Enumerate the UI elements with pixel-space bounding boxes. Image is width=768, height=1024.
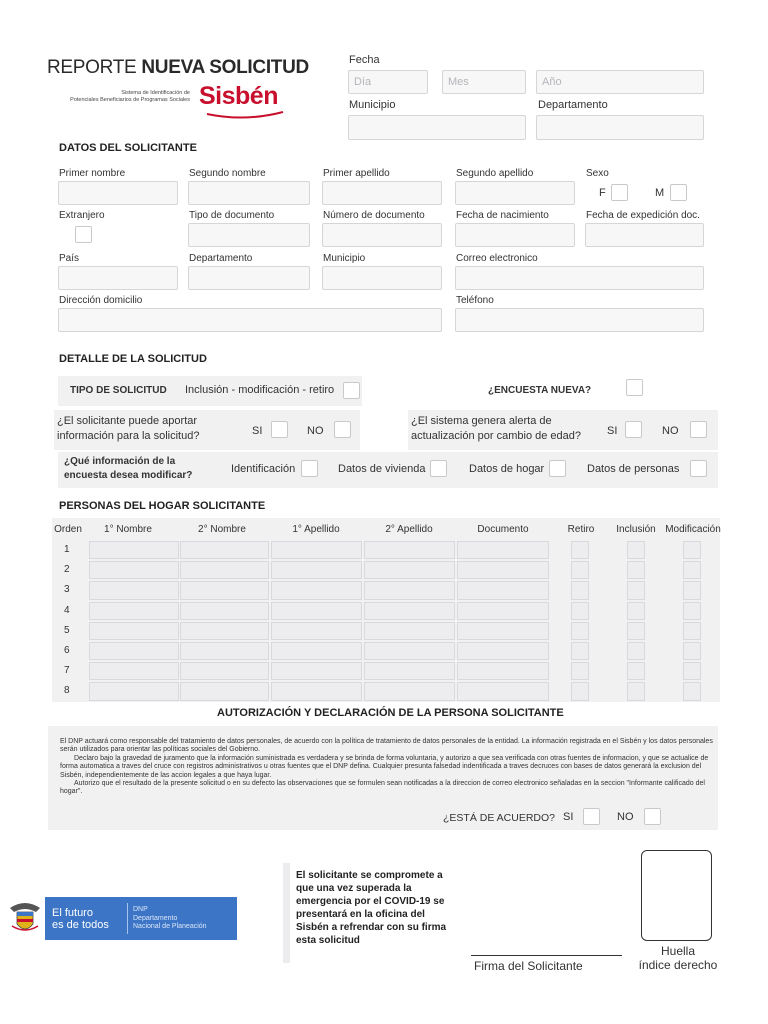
modificar-question [64, 455, 192, 483]
table-cell[interactable] [457, 561, 549, 579]
table-cell[interactable] [271, 602, 362, 620]
lema-text [52, 907, 109, 931]
column-header: Documento [477, 524, 529, 535]
table-cell[interactable] [364, 561, 455, 579]
form-title [47, 57, 309, 79]
encuesta-nueva-label: ¿ENCUESTA NUEVA? [488, 385, 592, 396]
table-cell[interactable] [364, 642, 455, 660]
table-cell[interactable] [364, 682, 455, 700]
opt-personas-checkbox[interactable] [690, 460, 707, 477]
mes-placeholder: Mes [448, 76, 469, 88]
dnp-text [133, 906, 207, 932]
departamento-header-field[interactable] [536, 115, 704, 140]
table-checkbox[interactable] [627, 682, 645, 700]
alerta-si-label: SI [607, 425, 618, 437]
sisben-logo-subtitle [40, 90, 190, 104]
sexo-m-checkbox[interactable] [670, 184, 687, 201]
dnp-line1: DNP [133, 906, 148, 913]
sexo-f-checkbox[interactable] [611, 184, 628, 201]
segundo-apellido-field[interactable] [455, 181, 575, 205]
ano-placeholder: Año [542, 76, 562, 88]
table-cell[interactable] [457, 581, 549, 599]
aportar-si-checkbox[interactable] [271, 421, 288, 438]
firma-label: Firma del Solicitante [474, 959, 583, 973]
row-number: 8 [64, 685, 70, 697]
extranjero-checkbox[interactable] [75, 226, 92, 243]
segundo-nombre-field[interactable] [188, 181, 310, 205]
sisben-subtitle-line1: Sistema de Identificación de [121, 90, 190, 96]
table-cell[interactable] [457, 662, 549, 680]
table-checkbox[interactable] [571, 581, 589, 599]
municipio-field[interactable] [322, 266, 442, 290]
municipio-label: Municipio [323, 253, 366, 264]
table-cell[interactable] [180, 682, 269, 700]
segundo-nombre-label: Segundo nombre [189, 168, 266, 179]
table-checkbox[interactable] [571, 561, 589, 579]
primer-nombre-field[interactable] [58, 181, 178, 205]
table-checkbox[interactable] [571, 642, 589, 660]
lema-line2: es de todos [52, 919, 109, 931]
departamento-label: Departamento [189, 253, 253, 264]
row-number: 3 [64, 584, 70, 596]
autorizacion-p2: Declaro bajo la gravedad de juramento que la información suministrada es verdadera y se brinda de forma voluntaria, y autorizo a que sea verificada con otras fuentes de informacion, y que se actualice de forma automatica a traves del cruce con registros administrativos u otras fuentes que el DNP defina. Cualquier presunta falsedad indentificada a traves decruces con bases de datos generará la exclusion del Sisbén, independientemente de las accion legales a que haya lugar. [60, 754, 709, 779]
form-title-bold: NUEVA SOLICITUD [141, 57, 309, 78]
table-cell[interactable] [89, 622, 179, 640]
numero-documento-field[interactable] [322, 223, 442, 247]
table-cell[interactable] [89, 581, 179, 599]
opt-vivienda-checkbox[interactable] [430, 460, 447, 477]
table-cell[interactable] [180, 662, 269, 680]
compromiso-marker [283, 863, 290, 963]
table-checkbox[interactable] [683, 682, 701, 700]
column-header: 2° Apellido [385, 524, 433, 535]
alerta-si-checkbox[interactable] [625, 421, 642, 438]
table-cell[interactable] [180, 622, 269, 640]
table-checkbox[interactable] [683, 541, 701, 559]
table-cell[interactable] [457, 541, 549, 559]
table-cell[interactable] [271, 642, 362, 660]
table-cell[interactable] [364, 622, 455, 640]
segundo-apellido-label: Segundo apellido [456, 168, 534, 179]
table-cell[interactable] [364, 602, 455, 620]
table-cell[interactable] [364, 541, 455, 559]
sisben-logo: Sisbén [199, 82, 278, 110]
detalle-solicitud-title: DETALLE DE LA SOLICITUD [59, 353, 207, 365]
table-checkbox[interactable] [627, 561, 645, 579]
autorizacion-text [60, 738, 714, 797]
table-cell[interactable] [180, 602, 269, 620]
alerta-question-line2: actualización por cambio de edad? [411, 430, 582, 442]
table-cell[interactable] [457, 622, 549, 640]
autorizacion-p1: El DNP actuará como responsable del tratamiento de datos personales, de acuerdo con la política de tratamiento de datos personales de la entidad. La información registrada en el Sisbén y los datos personales serán utilizados para orientar las políticas sociales del Gobierno. [60, 738, 713, 754]
fecha-expedicion-label: Fecha de expedición doc. [586, 210, 700, 221]
huella-box[interactable] [641, 850, 712, 941]
table-checkbox[interactable] [683, 662, 701, 680]
table-cell[interactable] [89, 541, 179, 559]
aportar-question [57, 414, 199, 444]
huella-line2: índice derecho [638, 958, 718, 972]
aportar-question-line2: información para la solicitud? [57, 430, 200, 442]
column-header: 1° Apellido [292, 524, 340, 535]
dnp-banner [45, 897, 237, 940]
aportar-si-label: SI [252, 425, 263, 437]
opt-personas-label: Datos de personas [587, 463, 680, 475]
table-checkbox[interactable] [627, 662, 645, 680]
tipo-solicitud-checkbox[interactable] [343, 382, 360, 399]
modificar-question-line2: encuesta desea modificar? [64, 470, 193, 481]
fecha-nacimiento-label: Fecha de nacimiento [456, 210, 549, 221]
opt-identificacion-label: Identificación [231, 463, 296, 475]
pais-label: País [59, 253, 80, 264]
table-checkbox[interactable] [683, 622, 701, 640]
municipio-header-field[interactable] [348, 115, 526, 140]
table-checkbox[interactable] [571, 662, 589, 680]
table-cell[interactable] [271, 662, 362, 680]
correo-field[interactable] [455, 266, 704, 290]
numero-documento-label: Número de documento [323, 210, 425, 221]
table-cell[interactable] [89, 561, 179, 579]
row-number: 4 [64, 604, 70, 616]
sexo-f-label: F [599, 187, 606, 199]
sexo-m-label: M [655, 187, 665, 199]
table-cell[interactable] [271, 541, 362, 559]
column-header: Inclusión [616, 524, 656, 535]
opt-hogar-label: Datos de hogar [469, 463, 545, 475]
table-checkbox[interactable] [683, 581, 701, 599]
alerta-no-checkbox[interactable] [690, 421, 707, 438]
acuerdo-si-checkbox[interactable] [583, 808, 600, 825]
row-number: 1 [64, 544, 70, 555]
acuerdo-si-label: SI [563, 811, 574, 823]
row-number: 6 [64, 645, 70, 656]
table-cell[interactable] [89, 662, 179, 680]
huella-line1: Huella [660, 944, 696, 958]
table-checkbox[interactable] [627, 602, 645, 620]
table-checkbox[interactable] [571, 541, 589, 559]
tipo-documento-field[interactable] [188, 223, 310, 247]
table-cell[interactable] [271, 682, 362, 700]
tipo-documento-label: Tipo de documento [189, 210, 275, 221]
alerta-no-label: NO [662, 425, 679, 437]
fecha-label: Fecha [349, 54, 380, 66]
firma-line [471, 955, 622, 956]
table-cell[interactable] [180, 561, 269, 579]
table-checkbox[interactable] [627, 642, 645, 660]
opt-hogar-checkbox[interactable] [549, 460, 566, 477]
acuerdo-no-checkbox[interactable] [644, 808, 661, 825]
sisben-swoosh-icon [205, 110, 285, 120]
compromiso-text: El solicitante se compromete a que una vez superada la emergencia por el COVID-19 se presentará en la oficina del Sisbén a refrendar con su firma esta solicitud [296, 870, 447, 946]
table-cell[interactable] [89, 642, 179, 660]
table-cell[interactable] [180, 642, 269, 660]
dia-placeholder: Día [354, 76, 372, 88]
opt-identificacion-checkbox[interactable] [301, 460, 318, 477]
sexo-label: Sexo [586, 168, 609, 179]
encuesta-nueva-checkbox[interactable] [626, 379, 643, 396]
table-cell[interactable] [271, 622, 362, 640]
lema-line1: El futuro [52, 907, 93, 919]
row-number: 2 [64, 564, 70, 576]
aportar-question-line1: ¿El solicitante puede aportar [57, 415, 198, 427]
mes-field[interactable] [442, 70, 526, 94]
huella-label [630, 944, 726, 972]
dnp-divider [127, 903, 128, 934]
row-number: 7 [64, 665, 70, 677]
direccion-label: Dirección domicilio [59, 295, 143, 306]
departamento-header-label: Departamento [538, 99, 608, 111]
autorizacion-title: AUTORIZACIÓN Y DECLARACIÓN DE LA PERSONA SOLICITANTE [217, 707, 564, 719]
table-cell[interactable] [180, 541, 269, 559]
telefono-label: Teléfono [456, 295, 494, 306]
table-cell[interactable] [271, 561, 362, 579]
column-header: Orden [54, 524, 82, 535]
dia-field[interactable] [348, 70, 428, 94]
opt-vivienda-label: Datos de vivienda [338, 463, 426, 475]
table-cell[interactable] [457, 682, 549, 700]
acuerdo-question: ¿ESTÁ DE ACUERDO? [443, 812, 556, 824]
primer-nombre-label: Primer nombre [59, 168, 126, 179]
table-checkbox[interactable] [683, 642, 701, 660]
table-cell[interactable] [364, 662, 455, 680]
form-title-light: REPORTE [47, 57, 137, 78]
autorizacion-p3: Autorizo que el resultado de la presente solicitud o en su defecto las observaciones que se formulen sean notificadas a la direccion de correo electronico señaladas en la seccion "Informante calificado del hogar". [60, 780, 705, 796]
extranjero-label: Extranjero [59, 210, 105, 221]
aportar-no-checkbox[interactable] [334, 421, 351, 438]
table-cell[interactable] [180, 581, 269, 599]
colombia-coat-of-arms-icon [8, 900, 42, 936]
row-number: 5 [64, 624, 70, 636]
table-checkbox[interactable] [627, 581, 645, 599]
aportar-no-label: NO [307, 425, 324, 437]
column-header: Modificación [665, 524, 721, 535]
table-cell[interactable] [89, 682, 179, 700]
table-cell[interactable] [364, 581, 455, 599]
column-header: 2° Nombre [198, 524, 246, 535]
column-header: Retiro [567, 524, 595, 535]
alerta-question-line1: ¿El sistema genera alerta de [411, 415, 552, 427]
table-checkbox[interactable] [683, 602, 701, 620]
municipio-header-label: Municipio [349, 99, 396, 111]
datos-solicitante-title: DATOS DEL SOLICITANTE [59, 142, 197, 154]
tipo-solicitud-label: TIPO DE SOLICITUD [70, 385, 167, 396]
direccion-field[interactable] [58, 308, 442, 332]
sisben-subtitle-line2: Potenciales Beneficiarios de Programas Sociales [70, 97, 190, 103]
dnp-line3: Nacional de Planeación [133, 923, 207, 930]
ano-field[interactable] [536, 70, 704, 94]
table-cell[interactable] [89, 602, 179, 620]
table-cell[interactable] [457, 642, 549, 660]
dnp-line2: Departamento [133, 914, 178, 922]
column-header: 1° Nombre [104, 524, 152, 535]
tipo-solicitud-value: Inclusión - modificación - retiro [185, 384, 335, 396]
table-checkbox[interactable] [571, 622, 589, 640]
table-checkbox[interactable] [571, 602, 589, 620]
table-checkbox[interactable] [683, 561, 701, 579]
alerta-question [411, 414, 581, 444]
fecha-expedicion-field[interactable] [585, 223, 704, 247]
correo-label: Correo electronico [456, 253, 538, 264]
table-cell[interactable] [457, 602, 549, 620]
table-checkbox[interactable] [627, 541, 645, 559]
table-cell[interactable] [271, 581, 362, 599]
personas-hogar-title: PERSONAS DEL HOGAR SOLICITANTE [59, 500, 266, 512]
pais-field[interactable] [58, 266, 178, 290]
telefono-field[interactable] [455, 308, 704, 332]
primer-apellido-field[interactable] [322, 181, 442, 205]
fecha-nacimiento-field[interactable] [455, 223, 575, 247]
acuerdo-no-label: NO [617, 811, 634, 823]
departamento-field[interactable] [188, 266, 310, 290]
table-checkbox[interactable] [627, 622, 645, 640]
table-checkbox[interactable] [571, 682, 589, 700]
modificar-question-line1: ¿Qué información de la [64, 456, 176, 467]
primer-apellido-label: Primer apellido [323, 168, 390, 179]
